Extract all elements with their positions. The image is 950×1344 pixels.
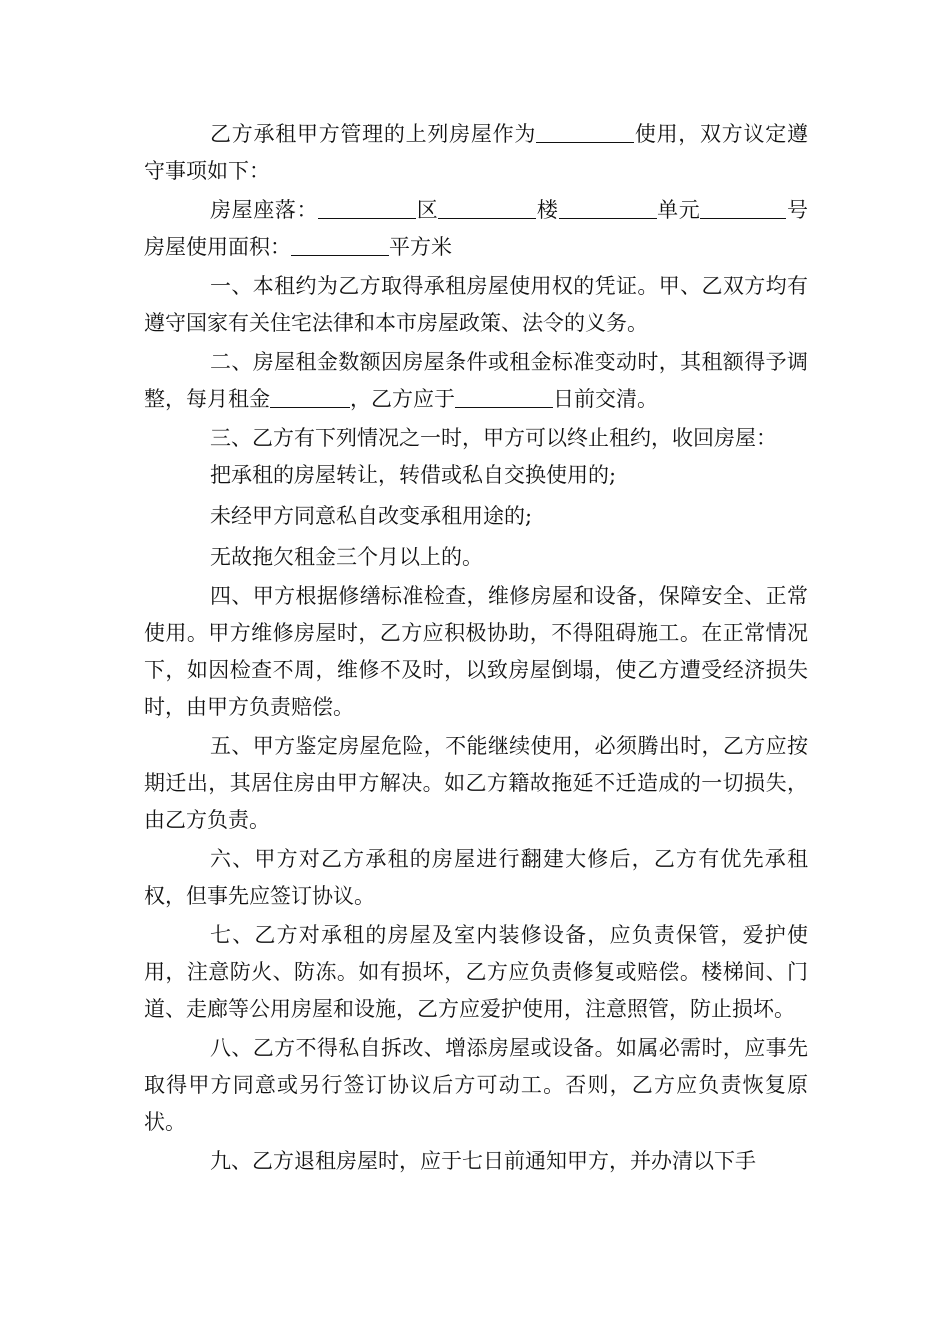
location-label: 房屋座落： [210,198,319,222]
clause-2-text-a: 二、房屋租金数额因房屋条件或租金标准变动时，其租额得予调整，每月租金 [144,350,808,411]
intro-paragraph [144,116,808,190]
clause-2 [144,344,808,418]
unit-blank [559,196,657,219]
clause-3-item-2: 未经甲方同意私自改变承租用途的; [210,504,533,528]
monthly-rent-blank [270,385,350,408]
area-blank [291,233,389,256]
due-date-blank [455,385,553,408]
clause-1: 一、本租约为乙方取得承租房屋使用权的凭证。甲、乙双方均有遵守国家有关住宅法律和本市房屋政策、法令的义务。 [144,274,808,335]
contract-document [144,116,808,1180]
clause-8: 八、乙方不得私自拆改、增添房屋或设备。如属必需时，应事先取得甲方同意或另行签订协议后方可动工。否则，乙方应负责恢复原状。 [144,1036,808,1134]
building-label: 楼 [536,198,559,222]
location-paragraph [144,192,808,266]
number-blank [700,196,786,219]
clause-2-text-c: 日前交清。 [553,387,658,411]
intro-text-b: 使用，双方议定遵守事项如下： [144,122,809,183]
unit-label: 单元 [656,198,701,222]
building-blank [438,196,536,219]
clause-4: 四、甲方根据修缮标准检查，维修房屋和设备，保障安全、正常使用。甲方维修房屋时，乙方应积极协助，不得阻碍施工。在正常情况下，如因检查不周，维修不及时，以致房屋倒塌，使乙方遭受经济损失时，由甲方负责赔偿。 [144,584,808,719]
usage-blank [536,120,634,143]
clause-7: 七、乙方对承租的房屋及室内装修设备，应负责保管，爱护使用，注意防火、防冻。如有损坏，乙方应负责修复或赔偿。楼梯间、门道、走廊等公用房屋和设施，乙方应爱护使用，注意照管，防止损坏。 [144,923,808,1021]
clause-3: 三、乙方有下列情况之一时，甲方可以终止租约，收回房屋： [210,426,777,450]
clause-2-text-b: ，乙方应于 [350,387,455,411]
intro-text-a: 乙方承租甲方管理的上列房屋作为 [210,122,537,146]
number-area-label: 号 房屋使用面积： [144,198,809,259]
clause-3-item-1: 把承租的房屋转让，转借或私自交换使用的; [210,463,617,487]
clause-5: 五、甲方鉴定房屋危险，不能继续使用，必须腾出时，乙方应按期迁出，其居住房由甲方解决。如乙方籍故拖延不迁造成的一切损失，由乙方负责。 [144,734,808,832]
district-blank [318,196,416,219]
clause-3-item-3: 无故拖欠租金三个月以上的。 [210,545,483,569]
clause-6: 六、甲方对乙方承租的房屋进行翻建大修后，乙方有优先承租权，但事先应签订协议。 [144,847,808,908]
clause-9: 九、乙方退租房屋时，应于七日前通知甲方，并办清以下手 [210,1149,756,1173]
area-unit-label: 平方米 [389,235,452,259]
district-label: 区 [416,198,439,222]
